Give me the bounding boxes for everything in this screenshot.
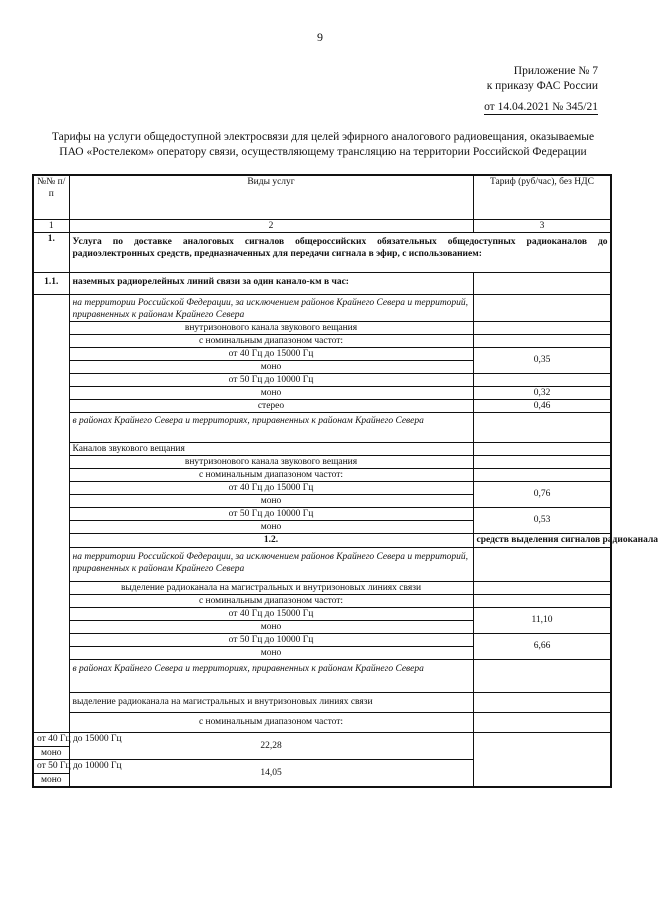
row-text: с номинальным диапазоном частот: (69, 468, 473, 481)
table-row (33, 594, 611, 607)
row-number: 1.2. (69, 533, 473, 547)
table-header-row (33, 175, 611, 219)
table-row (33, 659, 611, 692)
table-row (33, 442, 611, 455)
table-row (33, 607, 611, 620)
row-value (473, 468, 611, 481)
column-number: 3 (473, 219, 611, 232)
tariff-value: 0,53 (473, 507, 611, 533)
row-text: с номинальным диапазоном частот: (69, 334, 473, 347)
table-row (33, 412, 611, 442)
row-text: моно (69, 360, 473, 373)
row-value (473, 455, 611, 468)
header-tariff: Тариф (руб/час), без НДС (473, 175, 611, 219)
row-text: моно (33, 773, 69, 787)
table-row (33, 581, 611, 594)
row-text: от 40 Гц до 15000 Гц (33, 732, 69, 746)
row-text: внутризонового канала звукового вещания (69, 321, 473, 334)
tariff-value: 0,76 (473, 481, 611, 507)
row-value (473, 547, 611, 581)
column-number: 1 (33, 219, 69, 232)
row-value (473, 272, 611, 294)
row-text: Услуга по доставке аналоговых сигналов общероссийских обязательных общедоступных радиоканалов до радиоэлектронных средств, предназначенных для передачи сигнала в эфир, с использованием: (69, 232, 611, 272)
row-value (473, 334, 611, 347)
tariff-value: 14,05 (69, 759, 473, 787)
row-text: с номинальным диапазоном частот: (69, 594, 473, 607)
row-text: в районах Крайнего Севера и территориях, приравненных к районам Крайнего Севера (69, 412, 473, 442)
table-row (33, 232, 611, 272)
tariff-value: 11,10 (473, 607, 611, 633)
row-value (473, 692, 611, 712)
row-number: 1. (33, 232, 69, 272)
row-value (473, 412, 611, 442)
row-value (473, 294, 611, 321)
table-row (33, 481, 611, 494)
row-number (33, 294, 69, 732)
table-row (33, 334, 611, 347)
table-row (33, 759, 611, 773)
table-row (33, 468, 611, 481)
table-row (33, 507, 611, 520)
row-text: выделение радиоканала на магистральных и внутризоновых линиях связи (69, 581, 473, 594)
row-value (473, 712, 611, 732)
row-text: моно (33, 746, 69, 759)
tariff-value: 22,28 (69, 732, 473, 759)
table-row (33, 294, 611, 321)
table-row (33, 732, 611, 746)
table-row (33, 633, 611, 646)
row-text: на территории Российской Федерации, за исключением районов Крайнего Севера и территорий, приравненных к районам Крайнего Севера (69, 294, 473, 321)
table-row (33, 547, 611, 581)
row-text: от 50 Гц до 10000 Гц (69, 633, 473, 646)
row-text: моно (69, 494, 473, 507)
row-text: выделение радиоканала на магистральных и внутризоновых линиях связи (69, 692, 473, 712)
row-text: от 40 Гц до 15000 Гц (69, 607, 473, 620)
row-text: наземных радиорелейных линий связи за один канало-км в час: (69, 272, 473, 294)
table-row (33, 712, 611, 732)
column-number: 2 (69, 219, 473, 232)
row-text: от 40 Гц до 15000 Гц (69, 481, 473, 494)
table-row (33, 533, 611, 547)
row-value (473, 581, 611, 594)
table-row (33, 455, 611, 468)
row-text: стерео (69, 399, 473, 412)
header-number: №№ п/п (33, 175, 69, 219)
row-text: средств выделения сигналов радиоканала (473, 533, 611, 547)
order-date-number: от 14.04.2021 № 345/21 (484, 101, 598, 113)
row-text: от 40 Гц до 15000 Гц (69, 347, 473, 360)
table-row (33, 386, 611, 399)
row-text: моно (69, 646, 473, 659)
row-value (473, 594, 611, 607)
tariff-value: 0,46 (473, 399, 611, 412)
row-value (473, 659, 611, 692)
tariff-value: 0,35 (473, 347, 611, 373)
appendix-title: Приложение № 7 (513, 65, 598, 77)
row-text: моно (69, 520, 473, 533)
table-row (33, 399, 611, 412)
row-text: внутризонового канала звукового вещания (69, 455, 473, 468)
row-text: на территории Российской Федерации, за исключением районов Крайнего Севера и территорий, приравненных к районам Крайнего Севера (69, 547, 473, 581)
row-text: с номинальным диапазоном частот: (69, 712, 473, 732)
tariff-table (32, 174, 658, 788)
table-row (33, 321, 611, 334)
tariff-value: 6,66 (473, 633, 611, 659)
appendix-header (487, 64, 598, 94)
row-value (473, 373, 611, 386)
table-row (33, 692, 611, 712)
row-text: Каналов звукового вещания (69, 442, 473, 455)
row-value (473, 442, 611, 455)
row-text: в районах Крайнего Севера и территориях, приравненных к районам Крайнего Севера (69, 659, 473, 692)
row-text: моно (69, 386, 473, 399)
row-text: от 50 Гц до 10000 Гц (69, 373, 473, 386)
column-number-row (33, 219, 611, 232)
appendix-order-ref: к приказу ФАС России (486, 80, 598, 92)
row-text: от 50 Гц до 10000 Гц (33, 759, 69, 773)
tariff-value: 0,32 (473, 386, 611, 399)
row-text: от 50 Гц до 10000 Гц (69, 507, 473, 520)
table-row (33, 272, 611, 294)
page-number: 9 (317, 30, 323, 44)
row-text: моно (69, 620, 473, 633)
document-title: Тарифы на услуги общедоступной электросвязи для целей эфирного аналогового радиовещания, оказываемые ПАО «Ростелеком» оператору связи, осуществляющему трансляцию на территории Российской Федерации (51, 131, 595, 158)
table-row (33, 373, 611, 386)
table-row (33, 347, 611, 360)
header-service: Виды услуг (69, 175, 473, 219)
row-number: 1.1. (33, 272, 69, 294)
row-value (473, 321, 611, 334)
